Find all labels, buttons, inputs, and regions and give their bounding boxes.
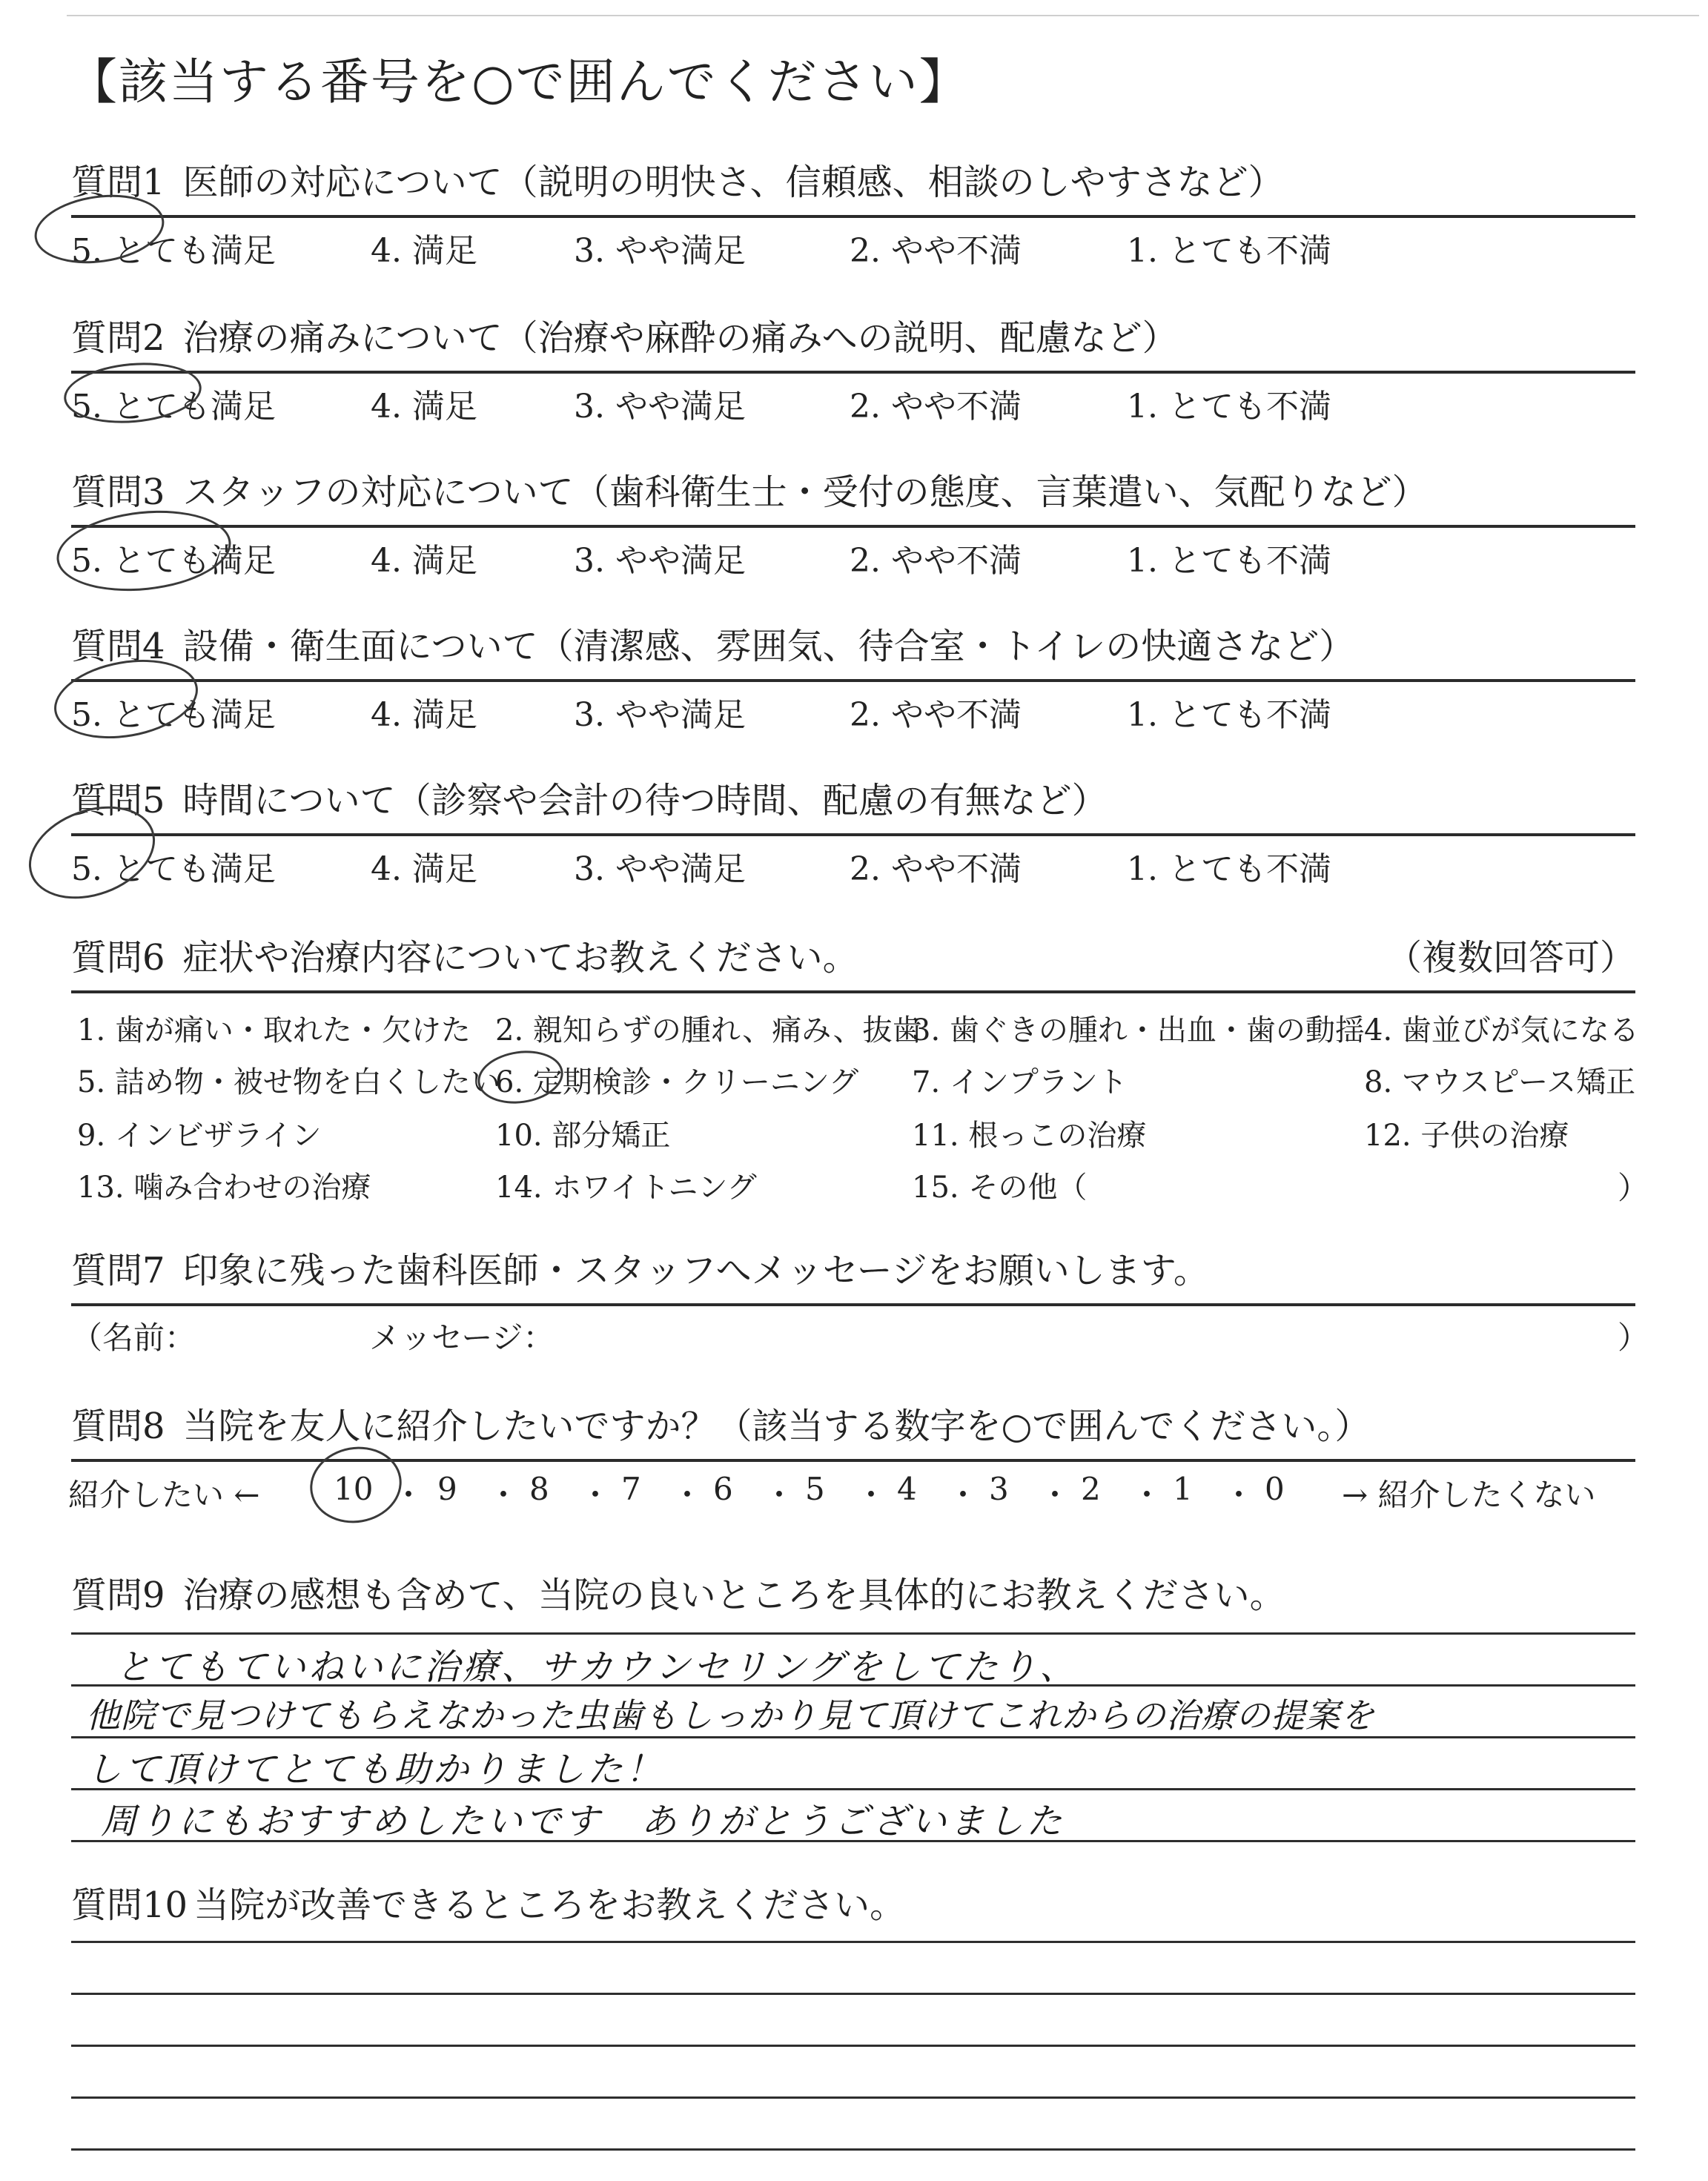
- q1-option-5[interactable]: 5. とても満足: [71, 232, 276, 270]
- q4-options: [71, 682, 1635, 734]
- q2-option-2[interactable]: 2. やや不満: [850, 388, 1022, 426]
- q5-option-5[interactable]: 5. とても満足: [71, 850, 276, 888]
- q8-score-0[interactable]: 0: [1265, 1471, 1285, 1507]
- q9-handwriting-line-2: 他院で見つけてもらえなかった虫歯もしっかり見て頂けてこれからの治療の提案を: [86, 1695, 1375, 1735]
- question-10: [71, 1884, 1635, 2181]
- q10-line-2: [71, 1993, 1635, 1995]
- q9-answer-area[interactable]: [71, 1619, 1635, 1886]
- q2-text: 治療の痛みについて（治療や麻酔の痛みへの説明、配慮など）: [182, 317, 1178, 359]
- q6-other-close-paren: ）: [1618, 1170, 1649, 1206]
- q8-score-7[interactable]: 7: [621, 1471, 641, 1507]
- q6-option-8[interactable]: 8. マウスピース矯正: [1364, 1065, 1636, 1099]
- q7-name-label: （名前：: [71, 1320, 196, 1356]
- q8-score-9[interactable]: 9: [437, 1471, 457, 1507]
- q7-answer-line[interactable]: [71, 1306, 1649, 1358]
- question-5: [71, 780, 1635, 888]
- q3-option-4[interactable]: 4. 満足: [371, 542, 477, 580]
- q6-option-14[interactable]: 14. ホワイトニング: [495, 1171, 757, 1205]
- q2-option-1[interactable]: 1. とても不満: [1127, 388, 1331, 426]
- q6-option-10[interactable]: 10. 部分矯正: [495, 1119, 671, 1153]
- q6-number: 質問6: [71, 937, 165, 979]
- q8-number: 質問8: [71, 1406, 165, 1447]
- q8-score-4[interactable]: 4: [897, 1471, 917, 1507]
- q7-close-paren: ）: [1618, 1320, 1649, 1356]
- q6-note: （複数回答可）: [1386, 937, 1635, 979]
- q6-option-7[interactable]: 7. インプラント: [912, 1065, 1128, 1099]
- q4-text: 設備・衛生面について（清潔感、雰囲気、待合室・トイレの快適さなど）: [182, 626, 1355, 667]
- q1-option-1[interactable]: 1. とても不満: [1127, 232, 1331, 270]
- q5-option-3[interactable]: 3. やや満足: [574, 850, 746, 888]
- q8-score-5[interactable]: 5: [805, 1471, 825, 1507]
- q3-option-5[interactable]: 5. とても満足: [71, 542, 276, 580]
- q8-text: 当院を友人に紹介したいですか？（該当する数字を○で囲んでください。）: [182, 1406, 1371, 1447]
- q8-selection-circle: [304, 1440, 408, 1530]
- q8-right-label: → 紹介したくない: [1342, 1477, 1596, 1513]
- q8-dot: ・: [1223, 1477, 1255, 1513]
- q5-option-4[interactable]: 4. 満足: [371, 850, 477, 888]
- q8-score-10[interactable]: 10: [334, 1471, 374, 1507]
- q7-number: 質問7: [71, 1250, 165, 1291]
- q9-line-1: [71, 1632, 1635, 1635]
- q2-option-3[interactable]: 3. やや満足: [574, 388, 746, 426]
- q3-number: 質問3: [71, 471, 165, 513]
- form-title: 【該当する番号を○で囲んでください】: [68, 53, 970, 110]
- question-1: [71, 162, 1635, 270]
- question-3: [71, 471, 1635, 580]
- q5-option-2[interactable]: 2. やや不満: [850, 850, 1022, 888]
- q2-options: [71, 374, 1635, 426]
- q10-line-4: [71, 2096, 1635, 2099]
- q8-score-2[interactable]: 2: [1081, 1471, 1101, 1507]
- q8-score-8[interactable]: 8: [529, 1471, 549, 1507]
- q6-option-2[interactable]: 2. 親知らずの腫れ、痛み、抜歯: [495, 1013, 922, 1048]
- q6-option-11[interactable]: 11. 根っこの治療: [912, 1119, 1147, 1153]
- q2-option-4[interactable]: 4. 満足: [371, 388, 477, 426]
- q8-dot: ・: [947, 1477, 979, 1513]
- question-8: [68, 1406, 1635, 1513]
- q8-left-label: 紹介したい ←: [68, 1477, 260, 1513]
- question-6: [71, 937, 1649, 1216]
- q9-handwriting-line-1: とてもていねいに治療、サカウンセリングをしてたり、: [116, 1646, 1079, 1688]
- question-9: [71, 1575, 1635, 1886]
- q9-handwriting-line-3: して頂けてとても助かりました！: [86, 1749, 665, 1790]
- q4-option-5[interactable]: 5. とても満足: [71, 696, 276, 734]
- q9-text: 治療の感想も含めて、当院の良いところを具体的にお教えください。: [182, 1575, 1285, 1616]
- q8-score-6[interactable]: 6: [713, 1471, 733, 1507]
- question-2: [71, 317, 1635, 426]
- q3-option-1[interactable]: 1. とても不満: [1127, 542, 1331, 580]
- q2-option-5[interactable]: 5. とても満足: [71, 388, 276, 426]
- q6-option-1[interactable]: 1. 歯が痛い・取れた・欠けた: [77, 1013, 471, 1048]
- q8-score-3[interactable]: 3: [989, 1471, 1009, 1507]
- q10-text: 当院が改善できるところをお教えください。: [193, 1884, 906, 1926]
- q3-option-3[interactable]: 3. やや満足: [574, 542, 746, 580]
- q7-message-label: メッセージ：: [369, 1320, 555, 1356]
- question-7: [71, 1250, 1649, 1358]
- q4-option-3[interactable]: 3. やや満足: [574, 696, 746, 734]
- q10-line-3: [71, 2045, 1635, 2047]
- q4-number: 質問4: [71, 626, 165, 667]
- q10-line-5: [71, 2148, 1635, 2151]
- q6-option-4[interactable]: 4. 歯並びが気になる: [1364, 1013, 1639, 1048]
- q1-option-3[interactable]: 3. やや満足: [574, 232, 746, 270]
- q6-options: [71, 993, 1649, 1216]
- q8-dot: ・: [672, 1477, 704, 1513]
- q3-options: [71, 528, 1635, 580]
- top-rule: [67, 15, 1699, 16]
- q3-option-2[interactable]: 2. やや不満: [850, 542, 1022, 580]
- q6-option-12[interactable]: 12. 子供の治療: [1364, 1119, 1569, 1153]
- q1-option-4[interactable]: 4. 満足: [371, 232, 477, 270]
- q4-option-1[interactable]: 1. とても不満: [1127, 696, 1331, 734]
- q5-options: [71, 836, 1635, 888]
- q3-selection-circle: [53, 503, 235, 599]
- q10-line-1: [71, 1941, 1635, 1943]
- q10-number: 質問10: [71, 1884, 188, 1926]
- question-4: [71, 626, 1635, 734]
- q8-scale: [68, 1462, 1635, 1513]
- q6-option-13[interactable]: 13. 噛み合わせの治療: [77, 1171, 371, 1205]
- q3-text: スタッフの対応について（歯科衛生士・受付の態度、言葉遣い、気配りなど）: [182, 471, 1428, 513]
- q8-dot: ・: [488, 1477, 520, 1513]
- q9-number: 質問9: [71, 1575, 165, 1616]
- q6-option-15[interactable]: 15. その他（: [912, 1171, 1088, 1205]
- q5-option-1[interactable]: 1. とても不満: [1127, 850, 1331, 888]
- q1-number: 質問1: [71, 162, 165, 203]
- q8-dot: ・: [393, 1477, 425, 1513]
- q1-text: 医師の対応について（説明の明快さ、信頼感、相談のしやすさなど）: [182, 162, 1284, 203]
- q1-option-2[interactable]: 2. やや不満: [850, 232, 1022, 270]
- q8-dot: ・: [1131, 1477, 1163, 1513]
- q8-dot: ・: [580, 1477, 612, 1513]
- q6-option-5[interactable]: 5. 詰め物・被せ物を白くしたい: [77, 1065, 500, 1099]
- q8-dot: ・: [855, 1477, 887, 1513]
- q8-score-1[interactable]: 1: [1173, 1471, 1193, 1507]
- q1-options: [71, 218, 1635, 270]
- q6-option-3[interactable]: 3. 歯ぐきの腫れ・出血・歯の動揺: [912, 1013, 1365, 1048]
- q6-option-6[interactable]: 6. 定期検診・クリーニング: [495, 1065, 859, 1099]
- q10-answer-area[interactable]: [71, 1929, 1635, 2181]
- q5-number: 質問5: [71, 780, 165, 821]
- q2-number: 質問2: [71, 317, 165, 359]
- q5-text: 時間について（診察や会計の待つ時間、配慮の有無など）: [182, 780, 1108, 821]
- q7-text: 印象に残った歯科医師・スタッフへメッセージをお願いします。: [182, 1250, 1209, 1291]
- q9-handwriting-line-4: 周りにもおすすめしたいです ありがとうございました: [101, 1801, 1065, 1842]
- q4-option-4[interactable]: 4. 満足: [371, 696, 477, 734]
- q6-option-9[interactable]: 9. インビザライン: [77, 1119, 322, 1153]
- q4-option-2[interactable]: 2. やや不満: [850, 696, 1022, 734]
- q8-dot: ・: [764, 1477, 795, 1513]
- q6-text: 症状や治療内容についてお教えください。: [182, 937, 858, 979]
- q8-dot: ・: [1039, 1477, 1071, 1513]
